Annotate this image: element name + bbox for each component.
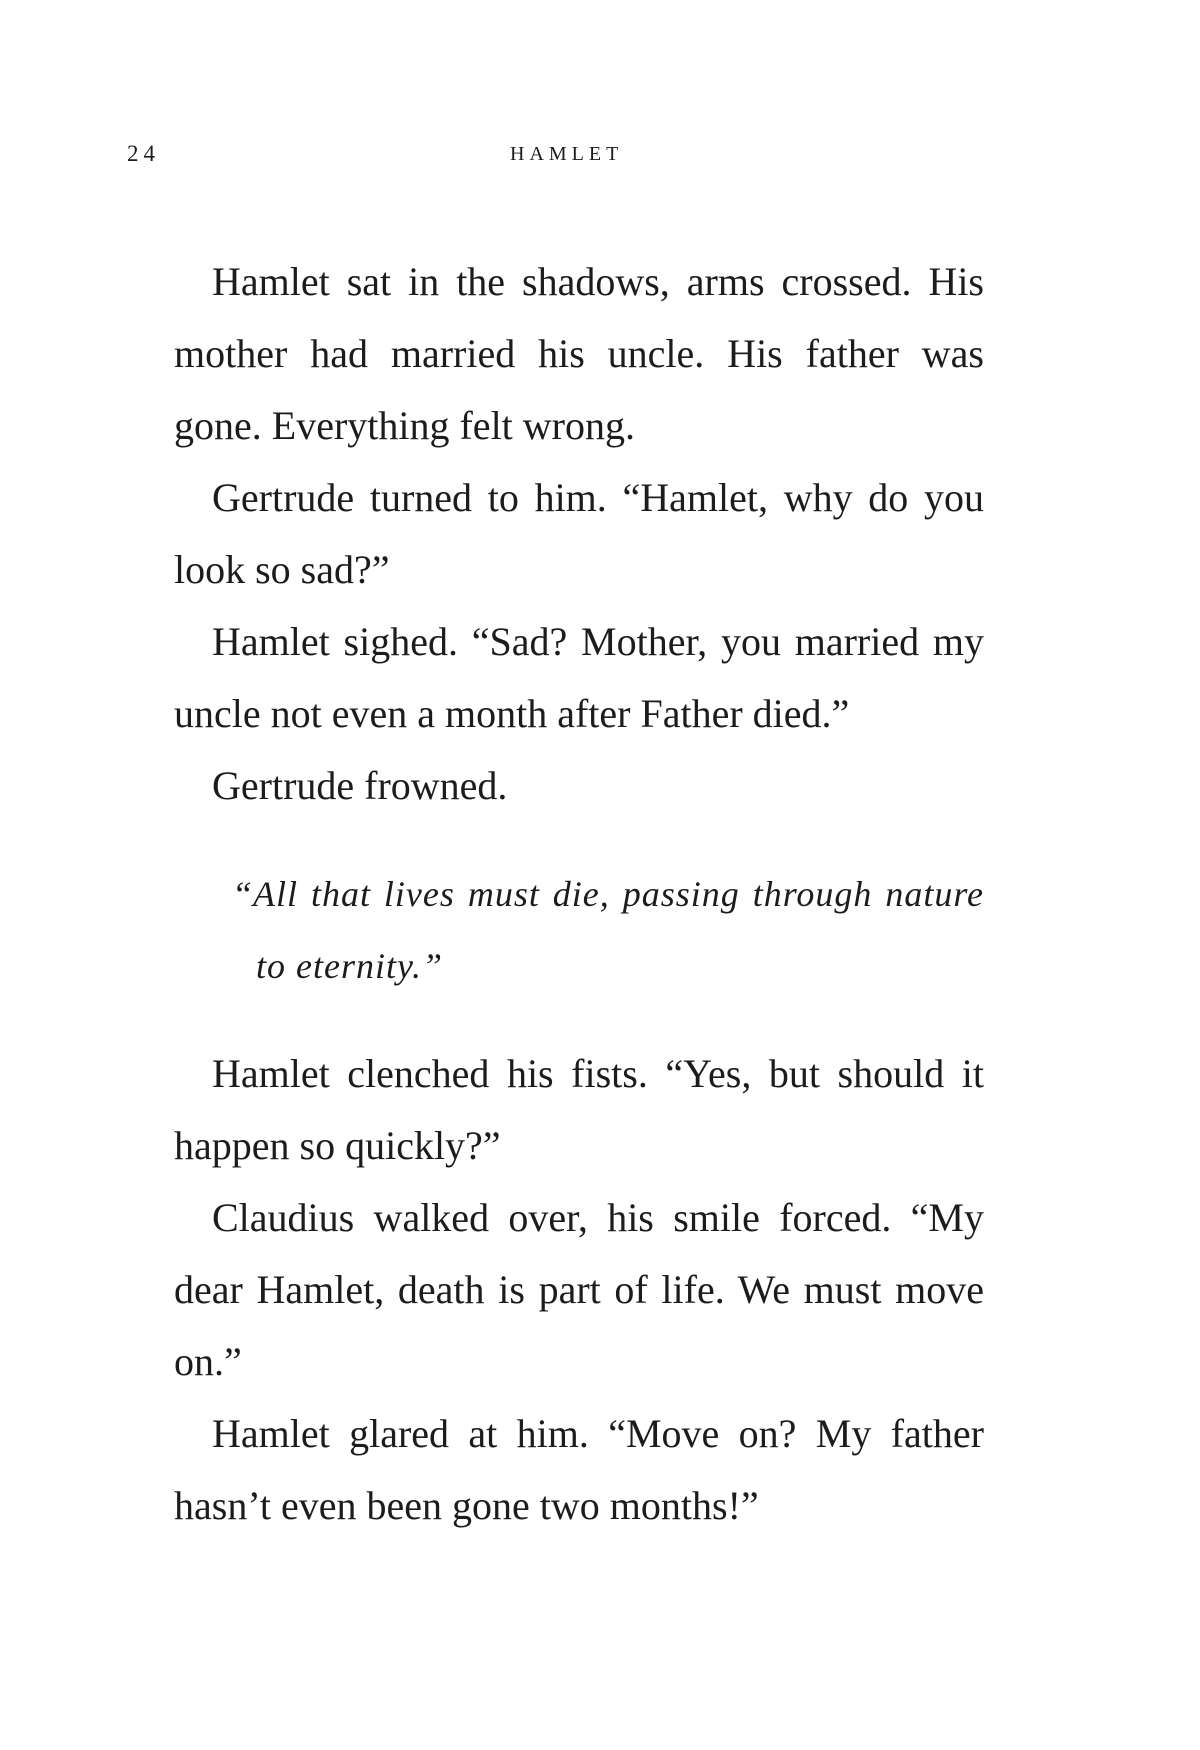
paragraph: Hamlet sat in the shadows, arms crossed. His mother had married his uncle. His father was gone. Everything felt wrong.	[174, 259, 984, 448]
block-quote: “All that lives must die, passing through nature to eternity.”	[232, 874, 984, 986]
paragraph: Hamlet sighed. “Sad? Mother, you married my uncle not even a month after Father died.”	[174, 619, 984, 736]
paragraph: Hamlet clenched his fists. “Yes, but should it happen so quickly?”	[174, 1051, 984, 1168]
paragraph: Claudius walked over, his smile forced. “My dear Hamlet, death is part of life. We must move on.”	[174, 1195, 984, 1384]
paragraph: Gertrude turned to him. “Hamlet, why do you look so sad?”	[174, 475, 984, 592]
running-head-title: HAMLET	[510, 143, 624, 165]
paragraph: Gertrude frowned.	[212, 763, 508, 808]
body-text	[174, 246, 984, 1542]
page-number: 24	[127, 141, 160, 166]
paragraph: Hamlet glared at him. “Move on? My father hasn’t even been gone two months!”	[174, 1411, 984, 1528]
